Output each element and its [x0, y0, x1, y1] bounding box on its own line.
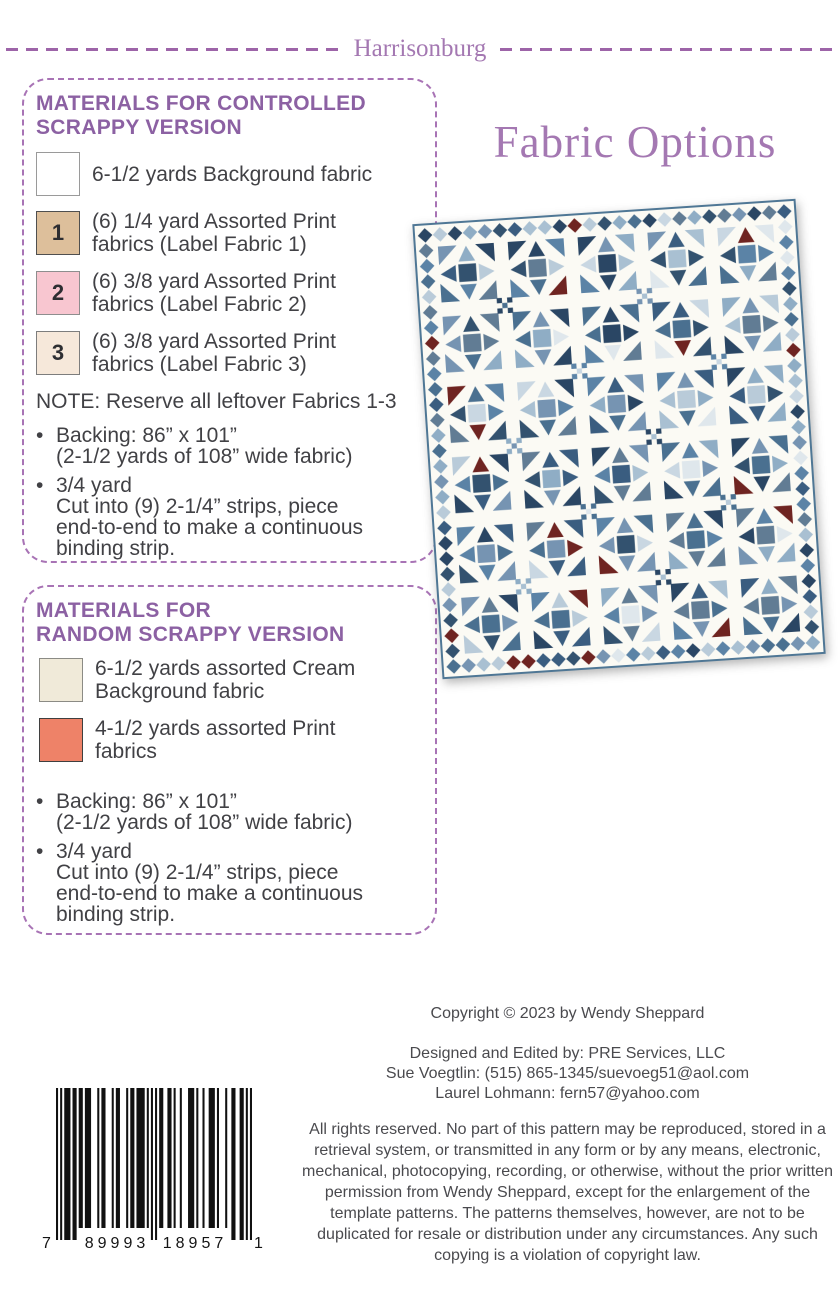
fabric-text-line: 4-1/2 yards assorted Print — [95, 717, 336, 740]
fabric-text-line: (6) 1/4 yard Assorted Print — [92, 210, 336, 233]
fabric-options-title: Fabric Options — [493, 117, 777, 167]
note-text: NOTE: Reserve all leftover Fabrics 1-3 — [36, 390, 397, 413]
bullet-line: (2-1/2 yards of 108” wide fabric) — [56, 811, 353, 834]
title-line: SCRAPPY VERSION — [36, 116, 242, 139]
legal-paragraph: All rights reserved. No part of this pattern may be reproduced, stored in a retrieval system, or transmitted in any form or by any means, electronic, mechanical, photocopying, recording, or otherwise, without the prior written permission from Wendy Sheppard, except for the enlargement of the template patterns. The patterns themselves, however, are not to be duplicated for resale or distribution under any circumstances. Any such copying is a violation of copyright law. — [302, 1121, 833, 1264]
barcode-digit-left: 7 — [42, 1235, 51, 1252]
fabric-swatch-background — [36, 152, 80, 196]
swatch-label: 2 — [51, 280, 65, 305]
fabric-text — [95, 657, 355, 703]
bullet-item — [36, 425, 423, 467]
swatch-label: 1 — [51, 220, 65, 245]
dashed-line — [500, 48, 834, 51]
swatch-label: 3 — [51, 340, 65, 365]
fabric-text-line: fabrics (Label Fabric 2) — [92, 293, 307, 316]
barcode-digit-right: 1 — [254, 1235, 263, 1252]
bullet-list — [36, 791, 423, 925]
barcode-digit-group2: 18957 — [162, 1235, 228, 1252]
title-line: RANDOM SCRAPPY VERSION — [36, 623, 345, 646]
fabric-text — [92, 270, 336, 316]
bullet-line: (2-1/2 yards of 108” wide fabric) — [56, 445, 353, 468]
bullet-item — [36, 791, 423, 833]
bullet-line: • 3/4 yard — [56, 474, 132, 497]
fabric-text — [92, 163, 372, 186]
fabric-row — [36, 210, 423, 256]
barcode — [42, 1080, 274, 1255]
fabric-text — [95, 717, 335, 763]
barcode-bars — [56, 1088, 252, 1248]
quilt-image — [412, 199, 825, 679]
fabric-row — [36, 152, 423, 196]
fabric-row — [39, 717, 423, 763]
bullet-item — [36, 841, 423, 925]
fabric-text-line: (6) 3/8 yard Assorted Print — [92, 270, 336, 293]
materials-random-box — [22, 585, 437, 935]
title-line: MATERIALS FOR — [36, 599, 211, 622]
fabric-text-line: fabrics (Label Fabric 1) — [92, 233, 307, 256]
fabric-swatch-cream — [39, 658, 83, 702]
pattern-title: Harrisonburg — [353, 35, 487, 62]
materials-controlled-box — [22, 78, 437, 563]
fabric-list — [36, 657, 423, 763]
header-rule — [6, 33, 834, 65]
fabric-row — [36, 330, 423, 376]
materials-random-title — [36, 599, 423, 647]
fabric-list — [36, 152, 423, 376]
fabric-text-line: fabrics (Label Fabric 3) — [92, 353, 307, 376]
bullet-line: binding strip. — [56, 903, 176, 926]
bullet-line: end-to-end to make a continuous — [56, 882, 364, 905]
fabric-swatch-1 — [36, 211, 80, 255]
fabric-swatch-3 — [36, 331, 80, 375]
fabric-swatch-print — [39, 718, 83, 762]
bullet-item — [36, 475, 423, 559]
bullet-line: • Backing: 86” x 101” — [56, 790, 237, 813]
barcode-digit-group1: 89993 — [84, 1235, 150, 1252]
fabric-text — [92, 210, 336, 256]
materials-controlled-title — [36, 92, 423, 140]
bullet-text — [56, 791, 352, 833]
bullet-line: Cut into (9) 2-1/4” strips, piece — [56, 495, 339, 518]
bullet-line: • 3/4 yard — [56, 840, 132, 863]
quilt-photo — [412, 199, 825, 679]
bullet-line: end-to-end to make a continuous — [56, 516, 364, 539]
credits-block — [295, 1044, 838, 1104]
fabric-text — [92, 330, 336, 376]
bullet-line: • Backing: 86” x 101” — [56, 424, 237, 447]
fabric-text-line: (6) 3/8 yard Assorted Print — [92, 330, 336, 353]
fabric-row — [39, 657, 423, 703]
fabric-text-line: Background fabric — [95, 680, 265, 703]
fabric-row — [36, 270, 423, 316]
bullet-list — [36, 425, 423, 559]
fabric-swatch-2 — [36, 271, 80, 315]
title-line: MATERIALS FOR CONTROLLED — [36, 92, 366, 115]
bullet-line: binding strip. — [56, 537, 176, 560]
credit-line: Laurel Lohmann: fern57@yahoo.com — [435, 1085, 700, 1102]
fabric-text-line: 6-1/2 yards Background fabric — [92, 162, 373, 186]
dashed-line — [6, 48, 340, 51]
fabric-text-line: 6-1/2 yards assorted Cream — [95, 657, 356, 680]
credit-line: Sue Voegtlin: (515) 865-1345/suevoeg51@aol.com — [385, 1065, 750, 1082]
bullet-text — [56, 425, 352, 467]
bullet-text — [56, 475, 363, 559]
fabric-text-line: fabrics — [95, 740, 157, 763]
bullet-text — [56, 841, 363, 925]
credit-line: Designed and Edited by: PRE Services, LLC — [409, 1045, 726, 1062]
bullet-line: Cut into (9) 2-1/4” strips, piece — [56, 861, 339, 884]
copyright-line: Copyright © 2023 by Wendy Sheppard — [430, 1005, 705, 1022]
